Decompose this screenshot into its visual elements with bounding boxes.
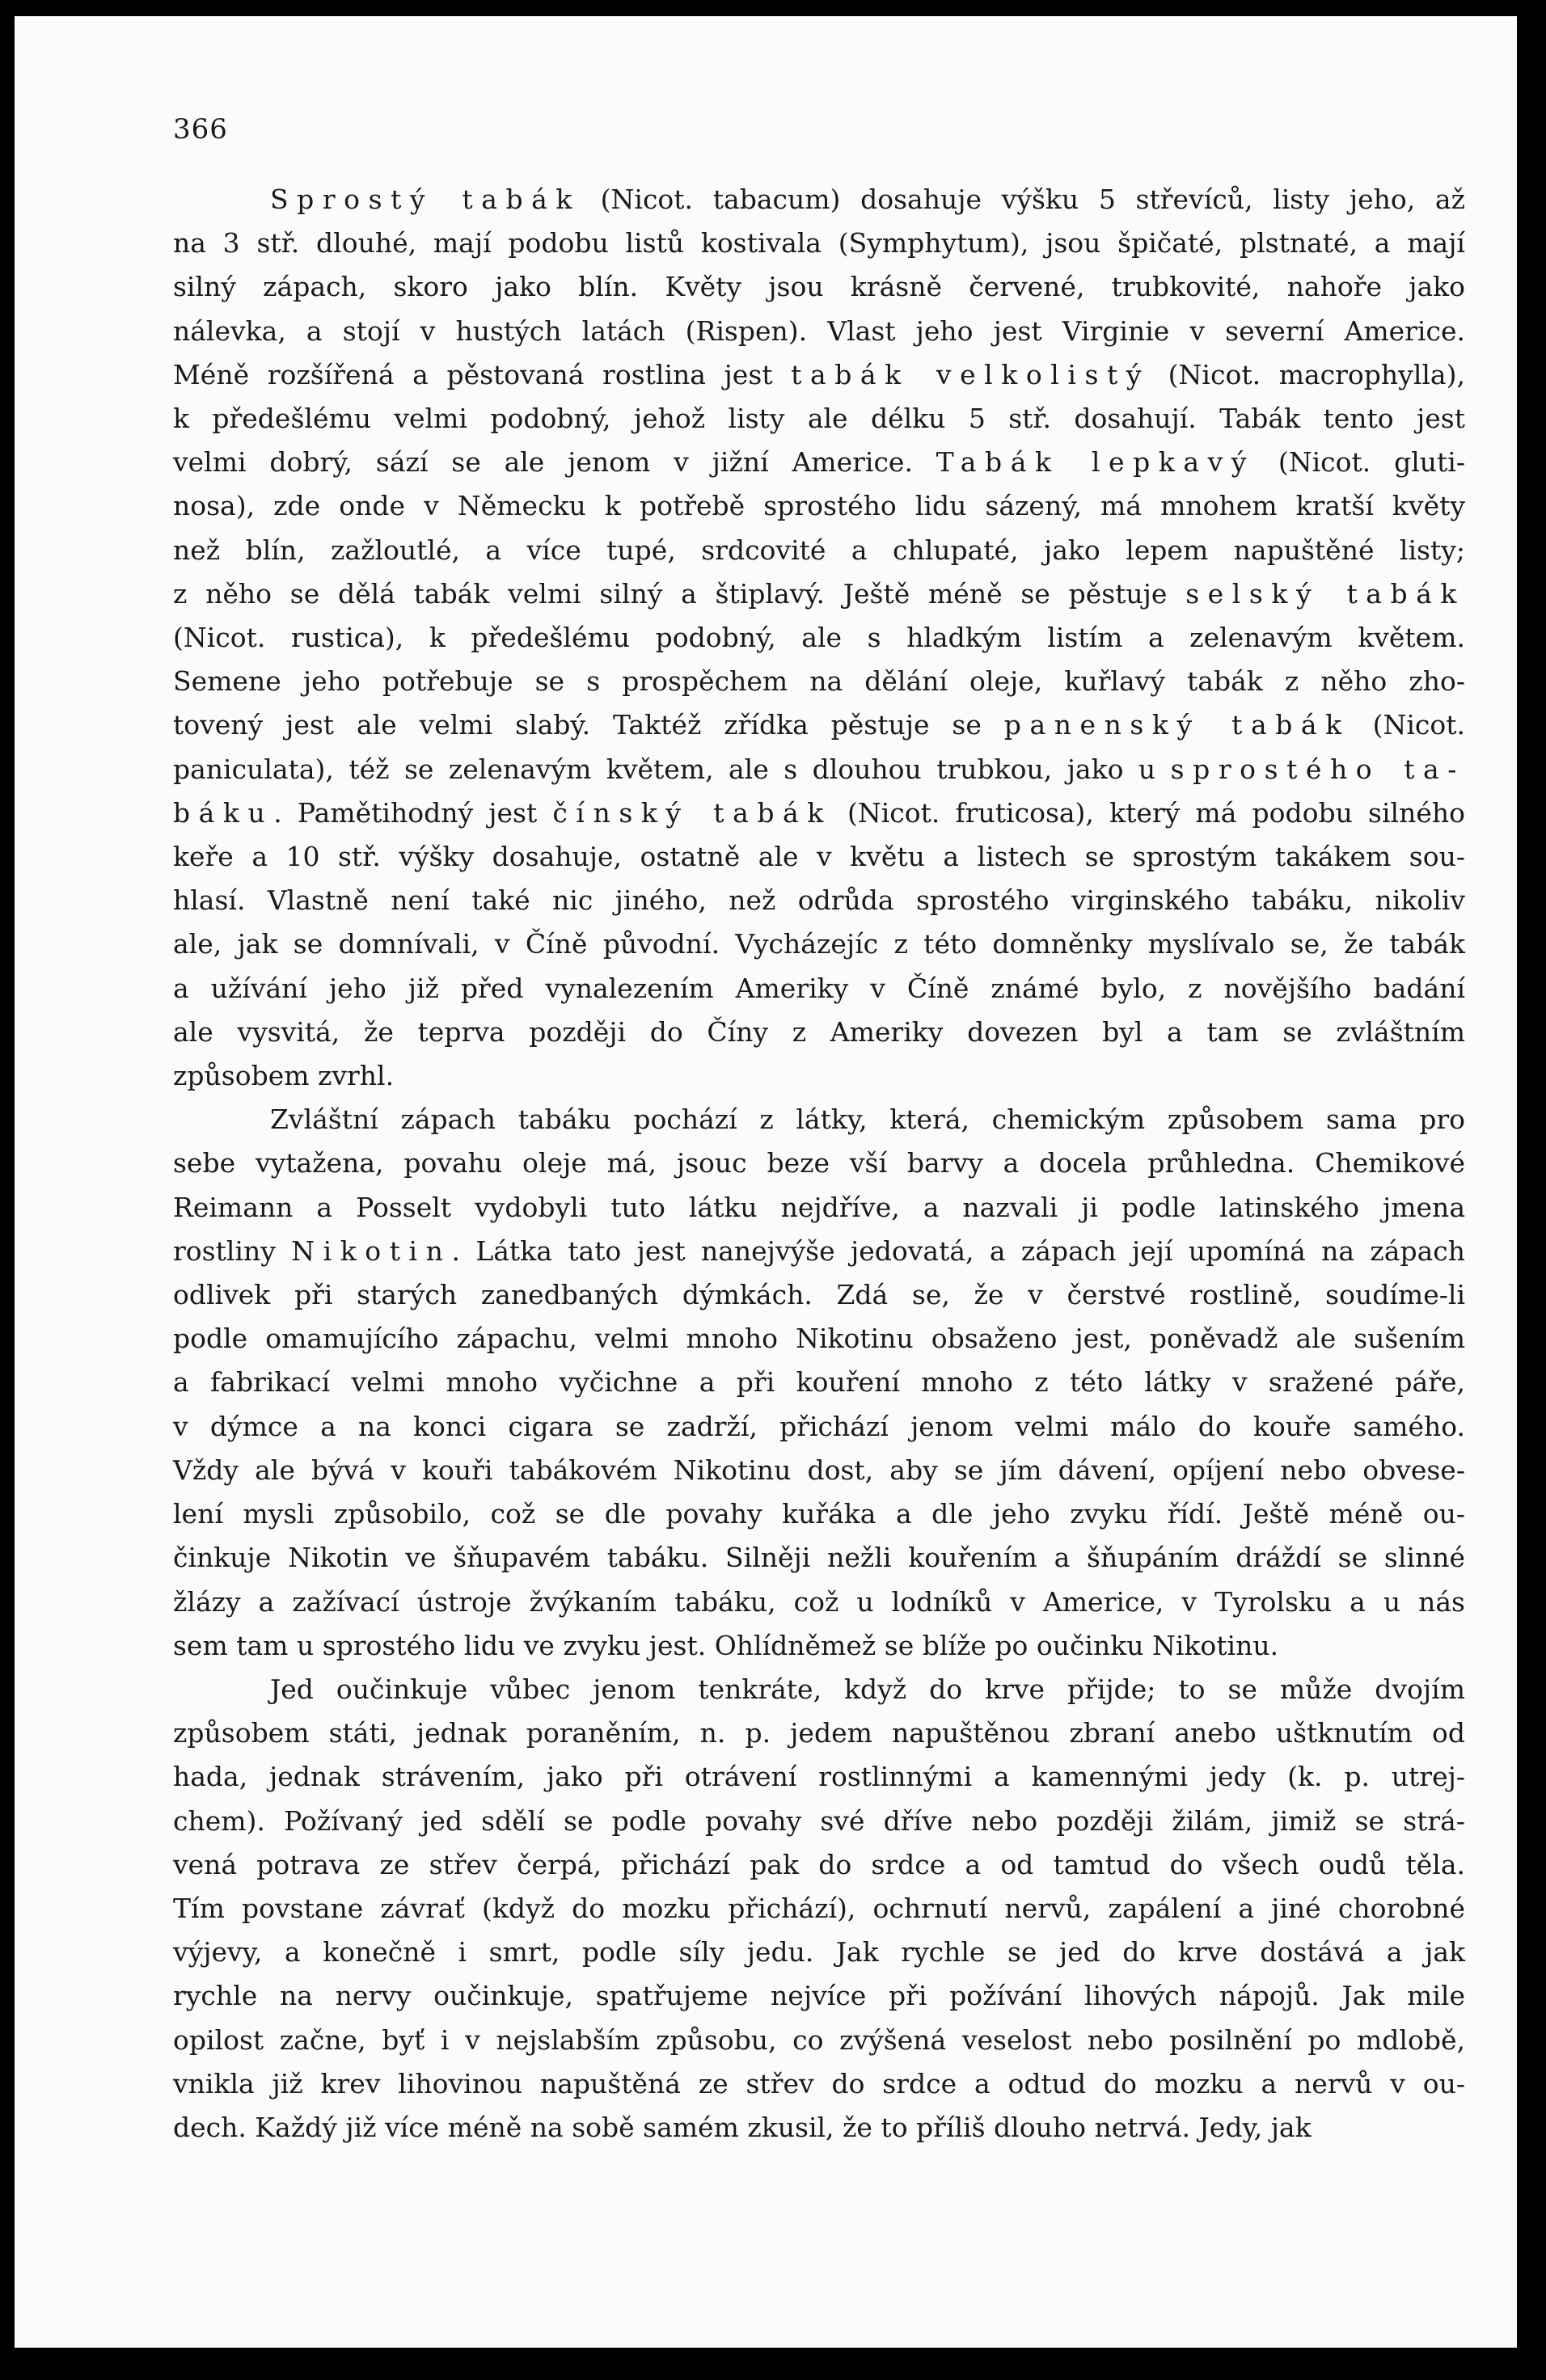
text-line: [173, 660, 1465, 703]
text-line: [173, 703, 1465, 747]
text-run: Tím povstane závrať (když do mozku přichází), ochrnutí nervů, zapálení a jiné chorobné: [173, 1892, 1465, 1924]
text-line: [173, 1098, 1465, 1141]
page-number: 366: [173, 113, 228, 146]
paragraph: [173, 1098, 1465, 1668]
text-line: [173, 1273, 1465, 1317]
text-line: [173, 1492, 1465, 1536]
text-line: [173, 1405, 1465, 1449]
text-run: způsobem státi, jednak poraněním, n. p. jedem napuštěnou zbraní anebo uštknutím od: [173, 1717, 1465, 1749]
text-line: [173, 2106, 1465, 2150]
text-run: Méně rozšířená a pěstovaná rostlina jest: [173, 358, 792, 390]
spaced-term: Tabák lepkavý: [936, 446, 1255, 479]
text-run: (Nicot. gluti-: [1255, 446, 1465, 479]
text-run: Jed oučinkuje vůbec jenom tenkráte, když do krve přijde; to se může dvojím: [270, 1673, 1465, 1705]
paragraph: [173, 178, 1465, 1098]
text-line: [173, 1141, 1465, 1185]
text-line: [173, 529, 1465, 572]
text-line: [173, 484, 1465, 528]
text-run: sem tam u sprostého lidu ve zvyku jest. Ohlídněmež se blíže po oučinku Nikotinu.: [173, 1629, 1279, 1661]
text-run: rostliny: [173, 1234, 292, 1267]
text-line: [173, 1230, 1465, 1273]
text-line: [173, 2062, 1465, 2106]
text-line: [173, 1054, 1465, 1098]
text-line: [173, 1755, 1465, 1799]
spaced-term: Nikotin: [291, 1234, 452, 1267]
text-line: [173, 922, 1465, 966]
text-line: [173, 2019, 1465, 2062]
text-run: (Nicot. rustica), k předešlému podobný, ale s hladkým listím a zelenavým květem.: [173, 622, 1465, 654]
text-line: [173, 222, 1465, 265]
text-run: ale vysvitá, že teprva později do Číny z Ameriky dovezen byl a tam se zvláštním: [173, 1015, 1465, 1048]
text-run: paniculata), též se zelenavým květem, ale s dlouhou trubkou, jako u: [173, 753, 1171, 785]
text-run: keře a 10 stř. výšky dosahuje, ostatně ale v květu a listech se sprostým takákem sou-: [173, 841, 1465, 873]
text-run: než blín, zažloutlé, a více tupé, srdcovité a chlupaté, jako lepem napuštěné listy;: [173, 534, 1465, 566]
text-run: na 3 stř. dlouhé, mají podobu listů kostivala (Symphytum), jsou špičaté, plstnaté, a mají: [173, 227, 1465, 260]
text-run: hada, jednak strávením, jako při otrávení rostlinnými a kamennými jedy (k. p. utrej-: [173, 1761, 1465, 1793]
text-run: způsobem zvrhl.: [173, 1060, 395, 1092]
body-text: [173, 178, 1465, 2150]
text-line: [173, 1580, 1465, 1624]
text-line: [173, 1931, 1465, 1974]
text-line: [173, 1711, 1465, 1755]
spaced-term: báku: [173, 796, 274, 829]
text-run: sebe vytažena, povahu oleje má, jsouc beze vší barvy a docela průhledna. Chemikové: [173, 1147, 1465, 1179]
text-line: [173, 1974, 1465, 2018]
text-run: Reimann a Posselt vydobyli tuto látku nejdříve, a nazvali ji podle latinského jmena: [173, 1191, 1465, 1223]
text-run: z něho se dělá tabák velmi silný a štiplavý. Ještě méně se pěstuje: [173, 577, 1186, 610]
text-line: [173, 1536, 1465, 1580]
text-run: . Látka tato jest nanejvýše jedovatá, a zápach její upomíná na zápach: [451, 1234, 1465, 1267]
spaced-term: tabák velkolistý: [791, 358, 1151, 390]
text-line: [173, 616, 1465, 660]
text-run: (Nicot. tabacum) dosahuje výšku 5 střevíců, listy jeho, až: [580, 184, 1465, 215]
text-run: nálevka, a stojí v hustých latách (Rispen). Vlast jeho jest Virginie v severní Americe.: [173, 314, 1465, 347]
spaced-term: sprostého ta-: [1170, 753, 1466, 785]
spaced-term: panenský tabák: [1003, 709, 1350, 741]
text-line: [173, 835, 1465, 879]
text-line: [173, 791, 1465, 835]
text-run: v dýmce a na konci cigara se zadrží, přichází jenom velmi málo do kouře samého.: [173, 1410, 1465, 1442]
text-run: vená potrava ze střev čerpá, přichází pak do srdce a od tamtud do všech oudů těla.: [173, 1848, 1465, 1880]
text-line: [173, 178, 1465, 222]
text-run: hlasí. Vlastně není také nic jiného, než odrůda sprostého virginského tabáku, nikoliv: [173, 884, 1465, 917]
text-line: [173, 441, 1465, 484]
text-line: [173, 1317, 1465, 1361]
text-run: (Nicot.: [1350, 709, 1465, 741]
text-run: Vždy ale bývá v kouři tabákovém Nikotinu dost, aby se jím dávení, opíjení nebo obvese-: [173, 1454, 1465, 1486]
text-line: [173, 1843, 1465, 1887]
text-run: žlázy a zažívací ústroje žvýkaním tabáku, což u lodníků v Americe, v Tyrolsku a u nás: [173, 1585, 1465, 1618]
text-run: lení mysli způsobilo, což se dle povahy kuřáka a dle jeho zvyku řídí. Ještě méně ou-: [173, 1498, 1465, 1530]
text-run: (Nicot. fruticosa), který má podobu silného: [831, 796, 1465, 829]
text-run: k předešlému velmi podobný, jehož listy ale délku 5 stř. dosahují. Tabák tento jest: [173, 403, 1465, 435]
text-run: dech. Každý již více méně na sobě samém zkusil, že to příliš dlouho netrvá. Jedy, jak: [173, 2111, 1312, 2143]
text-run: (Nicot. macrophylla),: [1150, 358, 1465, 390]
spaced-term: selský tabák: [1185, 577, 1465, 610]
text-line: [173, 310, 1465, 353]
text-line: [173, 1800, 1465, 1843]
text-run: ale, jak se domnívali, v Číně původní. Vycházejíc z této domněnky myslívalo se, že tabák: [173, 928, 1465, 960]
text-run: chem). Požívaný jed sdělí se podle povahy své dříve nebo později žilám, jimiž se strá-: [173, 1804, 1465, 1837]
text-run: opilost začne, byť i v nejslabším způsobu, co zvýšená veselost nebo posilnění po mdlobě,: [173, 2023, 1465, 2056]
text-line: [173, 353, 1465, 397]
text-run: a užívání jeho již před vynalezením Ameriky v Číně známé bylo, z novějšího badání: [173, 972, 1465, 1004]
text-run: Zvláštní zápach tabáku pochází z látky, která, chemickým způsobem sama pro: [270, 1103, 1465, 1136]
paragraph: [173, 1668, 1465, 2150]
text-line: [173, 265, 1465, 309]
text-run: a fabrikací velmi mnoho vyčichne a při kouření mnoho z této látky v sražené páře,: [173, 1366, 1465, 1399]
text-line: [173, 1668, 1465, 1711]
spaced-term: Sprostý tabák: [270, 184, 581, 215]
text-run: podle omamujícího zápachu, velmi mnoho Nikotinu obsaženo jest, poněvadž ale sušením: [173, 1323, 1465, 1355]
book-page: [15, 16, 1517, 2348]
text-line: [173, 1449, 1465, 1492]
text-line: [173, 967, 1465, 1011]
text-line: [173, 1887, 1465, 1931]
text-run: . Pamětihodný jest: [273, 796, 553, 829]
text-run: tovený jest ale velmi slabý. Taktéž zřídka pěstuje se: [173, 709, 1004, 741]
spaced-term: čínský tabák: [552, 796, 832, 829]
text-line: [173, 879, 1465, 922]
text-run: vnikla již krev lihovinou napuštěná ze střev do srdce a odtud do mozku a nervů v ou-: [173, 2067, 1465, 2099]
text-run: rychle na nervy oučinkuje, spatřujeme nejvíce při požívání lihových nápojů. Jak mile: [173, 1980, 1465, 2012]
text-run: výjevy, a konečně i smrt, podle síly jedu. Jak rychle se jed do krve dostává a jak: [173, 1936, 1465, 1969]
text-line: [173, 1011, 1465, 1054]
text-line: [173, 1186, 1465, 1230]
text-run: silný zápach, skoro jako blín. Květy jsou krásně červené, trubkovité, nahoře jako: [173, 271, 1465, 303]
text-run: Semene jeho potřebuje se s prospěchem na dělání oleje, kuřlavý tabák z něho zho-: [173, 665, 1465, 698]
text-line: [173, 572, 1465, 616]
text-line: [173, 1361, 1465, 1404]
text-line: [173, 1624, 1465, 1668]
text-run: odlivek při starých zanedbaných dýmkách. Zdá se, že v čerstvé rostlině, soudíme-li: [173, 1279, 1465, 1311]
text-line: [173, 397, 1465, 441]
text-run: velmi dobrý, sází se ale jenom v jižní Americe.: [173, 446, 936, 479]
text-run: činkuje Nikotin ve šňupavém tabáku. Silněji nežli kouřením a šňupáním dráždí se slinné: [173, 1542, 1465, 1574]
text-line: [173, 748, 1465, 791]
text-run: nosa), zde onde v Německu k potřebě sprostého lidu sázený, má mnohem kratší květy: [173, 490, 1465, 522]
